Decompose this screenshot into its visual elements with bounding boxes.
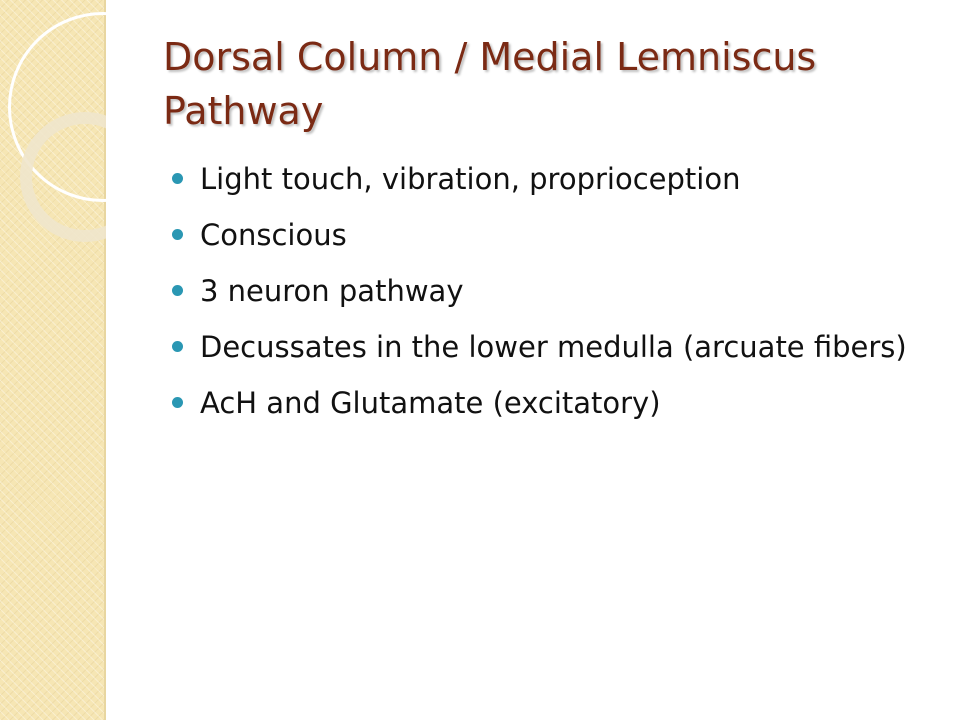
bullet-text: AcH and Glutamate (excitatory) bbox=[200, 386, 661, 420]
bullet-item bbox=[172, 384, 912, 422]
bullet-text: Conscious bbox=[200, 218, 347, 252]
bullet-text: 3 neuron pathway bbox=[200, 274, 464, 308]
bullet-dot-icon bbox=[172, 285, 183, 296]
bullet-item bbox=[172, 160, 912, 198]
bullet-text: Light touch, vibration, proprioception bbox=[200, 162, 741, 196]
decorative-side-strip bbox=[0, 0, 106, 720]
bullet-list bbox=[172, 160, 912, 440]
bullet-item bbox=[172, 272, 912, 310]
bullet-dot-icon bbox=[172, 341, 183, 352]
bullet-item bbox=[172, 216, 912, 254]
bullet-dot-icon bbox=[172, 397, 183, 408]
bullet-item bbox=[172, 328, 912, 366]
slide-title: Dorsal Column / Medial Lemniscus Pathway bbox=[163, 35, 817, 133]
bullet-dot-icon bbox=[172, 173, 183, 184]
bullet-text: Decussates in the lower medulla (arcuate fibers) bbox=[200, 330, 907, 364]
bullet-dot-icon bbox=[172, 229, 183, 240]
